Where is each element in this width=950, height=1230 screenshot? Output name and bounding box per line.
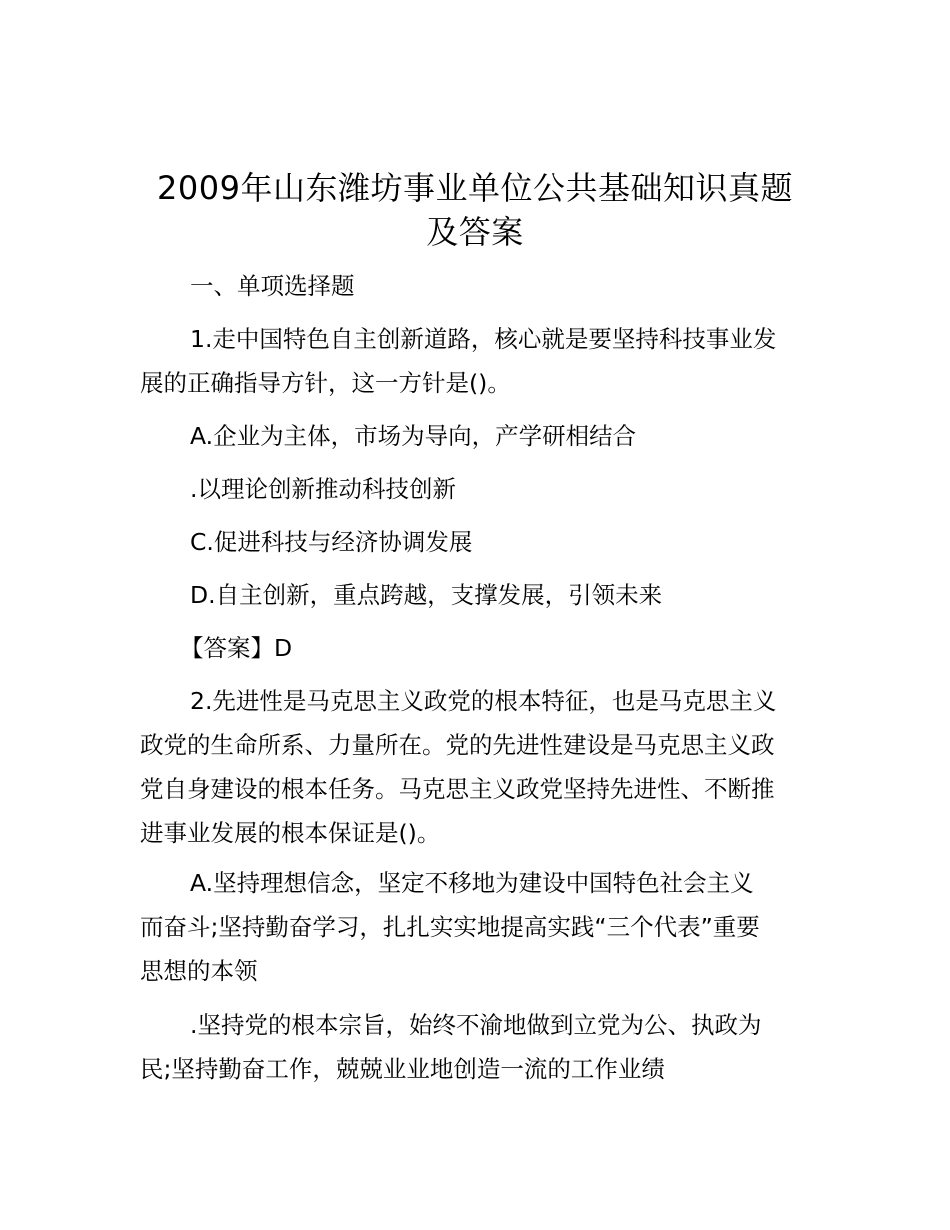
q1-option-a: A.企业为主体，市场为导向，产学研相结合 bbox=[190, 422, 637, 450]
q1-option-b: .以理论创新推动科技创新 bbox=[190, 475, 456, 503]
q2-option-a-line-3: 思想的本领 bbox=[140, 957, 258, 985]
q1-answer: 【答案】D bbox=[180, 634, 293, 662]
document-title-line-2: 及答案 bbox=[426, 213, 524, 251]
q2-stem-line-1: 2.先进性是马克思主义政党的根本特征，也是马克思主义 bbox=[190, 687, 777, 715]
q1-option-d: D.自主创新，重点跨越，支撑发展，引领未来 bbox=[190, 581, 663, 609]
q1-stem-line-2: 展的正确指导方针，这一方针是()。 bbox=[140, 369, 511, 397]
q1-stem-line-1: 1.走中国特色自主创新道路，核心就是要坚持科技事业发 bbox=[190, 325, 777, 353]
q2-stem-line-4: 进事业发展的根本保证是()。 bbox=[140, 819, 441, 847]
q1-option-c: C.促进科技与经济协调发展 bbox=[190, 528, 473, 556]
q2-option-b-line-1: .坚持党的根本宗旨，始终不渝地做到立党为公、执政为 bbox=[190, 1011, 762, 1039]
section-heading: 一、单项选择题 bbox=[190, 272, 355, 300]
q2-option-a-line-1: A.坚持理想信念，坚定不移地为建设中国特色社会主义 bbox=[190, 869, 754, 897]
q2-option-a-line-2: 而奋斗;坚持勤奋学习，扎扎实实地提高实践“三个代表”重要 bbox=[140, 913, 760, 941]
q2-stem-line-2: 政党的生命所系、力量所在。党的先进性建设是马克思主义政 bbox=[140, 731, 775, 759]
q2-option-b-line-2: 民;坚持勤奋工作，兢兢业业地创造一流的工作业绩 bbox=[140, 1055, 665, 1083]
document-title-line-1: 2009年山东潍坊事业单位公共基础知识真题 bbox=[157, 169, 793, 207]
q2-stem-line-3: 党自身建设的根本任务。马克思主义政党坚持先进性、不断推 bbox=[140, 775, 775, 803]
